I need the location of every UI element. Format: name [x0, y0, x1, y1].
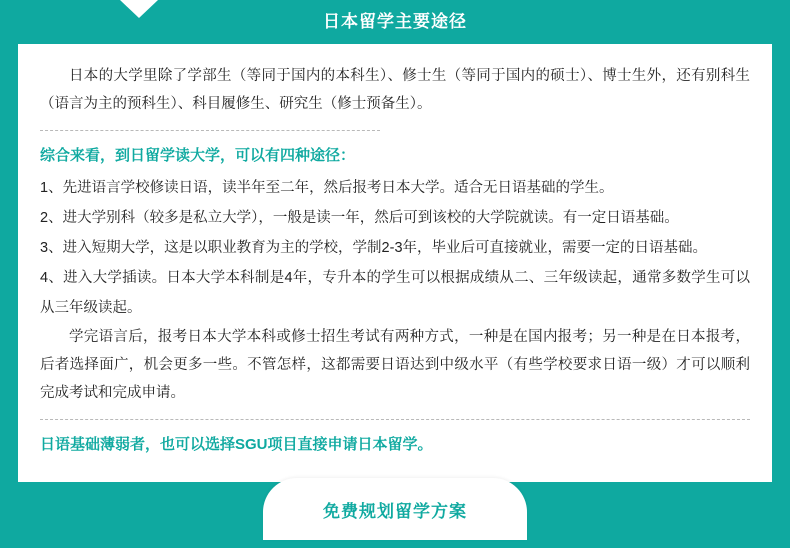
list-item: 2、进大学别科（较多是私立大学），一般是读一年，然后可到该校的大学院就读。有一定日语基础。	[40, 210, 679, 226]
intro-paragraph: 日本的大学里除了学部生（等同于国内的本科生）、修士生（等同于国内的硕士）、博士生外，还有别科生（语言为主的预科生）、科目履修生、研究生（修士预备生）。	[40, 68, 750, 112]
divider-bottom	[40, 419, 750, 420]
highlight-text: 综合来看，到日留学读大学，可以有四种途径：	[40, 147, 356, 164]
list-item: 4、进入大学插读。日本大学本科制是4年，专升本的学生可以根据成绩从二、三年级读起，通常多数学生可以从三年级读起。	[40, 270, 750, 316]
list-item: 3、进入短期大学，这是以职业教育为主的学校，学制2-3年，毕业后可直接就业，需要一定的日语基础。	[40, 240, 708, 256]
paths-list	[40, 173, 750, 323]
footer-note: 日语基础薄弱者，也可以选择SGU项目直接申请日本留学。	[40, 436, 433, 453]
card-title: 日本留学主要途径	[323, 12, 467, 31]
free-plan-button[interactable]	[263, 478, 527, 540]
divider-top	[40, 130, 380, 131]
free-plan-button-label: 免费规划留学方案	[323, 501, 467, 521]
content-panel	[18, 44, 772, 482]
closing-paragraph: 学完语言后，报考日本大学本科或修士招生考试有两种方式，一种是在国内报考；另一种是在日本报考，后者选择面广，机会更多一些。不管怎样，这都需要日语达到中级水平（有些学校要求日语一级）才可以顺利完成考试和完成申请。	[40, 329, 750, 401]
list-item: 1、先进语言学校修读日语，读半年至二年，然后报考日本大学。适合无日语基础的学生。	[40, 180, 614, 196]
